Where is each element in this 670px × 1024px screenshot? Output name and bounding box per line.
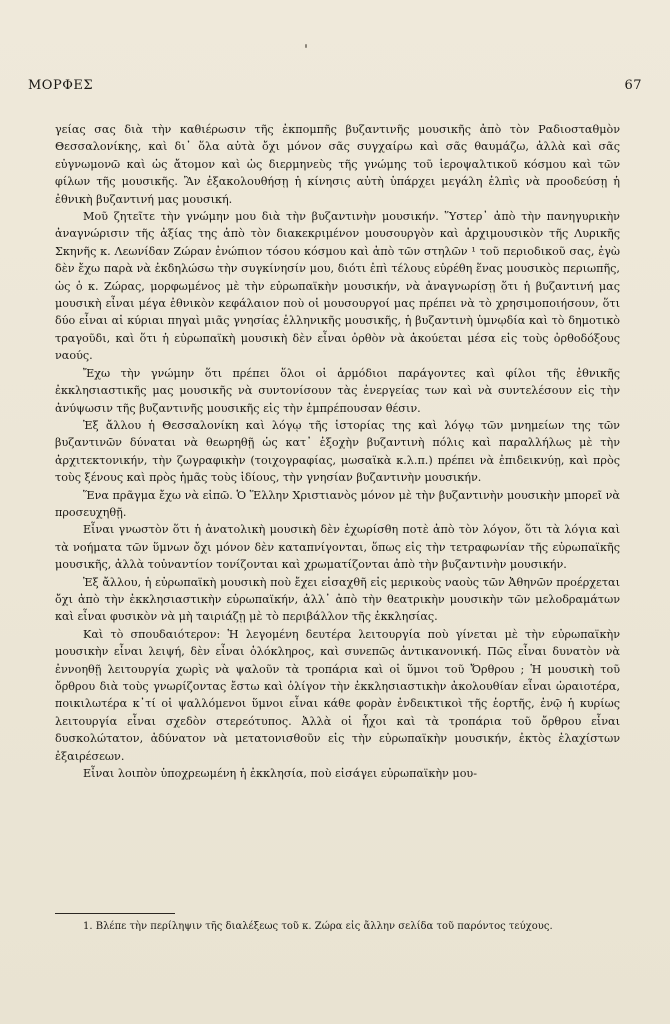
paper-speck bbox=[305, 44, 307, 48]
running-header bbox=[28, 78, 642, 93]
page-number: 67 bbox=[624, 78, 642, 93]
footnote-divider bbox=[55, 913, 175, 914]
paragraph-3: Ἔχω τὴν γνώμην ὅτι πρέπει ὅλοι οἱ ἁρμόδιοι παράγοντες καὶ φίλοι τῆς ἐθνικῆς ἐκκλησιαστικῆς μας μουσικῆς νὰ συντονίσουν τὰς ἐνεργείας των καὶ νὰ συντελέσουν εἰς τὴν ἀνύψωσιν τῆς βυζαντινῆς μουσικῆς εἰς τὴν ἐμπρέπουσαν θέσιν. bbox=[55, 366, 620, 415]
article-body bbox=[55, 121, 620, 782]
paragraph-2: Μοῦ ζητεῖτε τὴν γνώμην μου διὰ τὴν βυζαντινὴν μουσικήν. Ὕστερ᾽ ἀπὸ τὴν πανηγυρικὴν ἀναγνώρισιν τῆς ἀξίας της ἀπὸ τὸν διακεκριμένον μουσουργὸν καὶ ἀρχιμουσικὸν τῆς Λυρικῆς Σκηνῆς κ. Λεωνίδαν Ζώραν ἐνώπιον τόσου κόσμου καὶ ἀπὸ τῶν στηλῶν ¹ τοῦ περιοδικοῦ σας, ἐγὼ δὲν ἔχω παρὰ νὰ ἐκδηλώσω τὴν συγκίνησίν μου, διότι ἐπὶ τέλους εὑρέθη ἕνας μουσικὸς περιωπῆς, ὡς ὁ κ. Ζώρας, μορφωμένος μὲ τὴν εὐρωπαϊκὴν μουσικήν, νὰ ἀναγνωρίσῃ ὅτι ἡ βυζαντινή μας μουσικὴ εἶναι μέγα ἐθνικὸν κεφάλαιον ποὺ οἱ μουσουργοί μας πρέπει νὰ τὸ χρησιμοποιήσουν, ὅτι δύο εἶναι αἱ κύριαι πηγαὶ μιᾶς γνησίας ἑλληνικῆς μουσικῆς, ἡ βυζαντινὴ ὑμνῳδία καὶ τὸ δημοτικὸ τραγοῦδι, καὶ ὅτι ἡ εὐρωπαϊκὴ μουσικὴ δὲν εἶναι ὀρθὸν νὰ ἀκούεται μέσα εἰς τοὺς ὀρθοδόξους ναούς. bbox=[55, 210, 620, 363]
paragraph-8: Καὶ τὸ σπουδαιότερον: Ἡ λεγομένη δευτέρα λειτουργία ποὺ γίνεται μὲ τὴν εὐρωπαϊκὴν μουσικὴν εἶναι λειψή, δὲν εἶναι ὁλόκληρος, καὶ συνεπῶς ἀντικανονική. Πῶς εἶναι δυνατὸν νὰ ἐννοηθῇ λειτουργία χωρὶς νὰ ψαλοῦν τὰ τροπάρια καὶ οἱ ὕμνοι τοῦ Ὄρθρου ; Ἡ μουσικὴ τοῦ ὄρθρου διὰ τοὺς γνωρίζοντας ἔστω καὶ ὀλίγον τὴν ἐκκλησιαστικὴν ἀκολουθίαν εἶναι ὡραιοτέρα, ποικιλωτέρα κ᾽τί οἱ ψαλλόμενοι ὕμνοι εἶναι κάθε φορὰν ἐνδεικτικοὶ τῆς ἑορτῆς, ἐνῷ ἡ κυρίως λειτουργία εἶναι σχεδὸν στερεότυπος. Ἀλλὰ οἱ ἦχοι καὶ τὰ τροπάρια τοῦ ὄρθρου εἶναι δυσκολώτατον, ἀδύνατον νὰ μετατονισθοῦν εἰς τὴν εὐρωπαϊκὴν μουσικήν, ἐκτὸς ἐλαχίστων ἐξαιρέσεων. bbox=[55, 627, 620, 763]
paragraph-1: γείας σας διὰ τὴν καθιέρωσιν τῆς ἐκπομπῆς βυζαντινῆς μουσικῆς ἀπὸ τὸν Ραδιοσταθμὸν Θεσσαλονίκης, καὶ δι᾽ ὅλα αὐτὰ ὄχι μόνον σᾶς συγχαίρω καὶ σᾶς θαυμάζω, ἀλλὰ καὶ σᾶς εὐγνωμονῶ καὶ ὡς ἄτομον καὶ ὡς διερμηνεὺς τῆς γνώμης τοῦ ἱεροψαλτικοῦ κόσμου καὶ τῶν φίλων τῆς μουσικῆς. Ἂν ἐξακολουθήσῃ ἡ κίνησις αὐτὴ ὑπάρχει μεγάλη ἐλπὶς νὰ προοδεύσῃ ἡ ἐθνικὴ βυζαντινή μας μουσική. bbox=[55, 123, 620, 206]
paragraph-9: Εἶναι λοιπὸν ὑποχρεωμένη ἡ ἐκκλησία, ποὺ εἰσάγει εὐρωπαϊκὴν μου- bbox=[83, 767, 478, 781]
paragraph-4: Ἐξ ἄλλου ἡ Θεσσαλονίκη καὶ λόγῳ τῆς ἱστορίας της καὶ λόγῳ τῶν μνημείων της τῶν βυζαντινῶν δύναται νὰ θεωρηθῇ ὡς κατ᾽ ἐξοχὴν βυζαντινὴ πόλις καὶ παραλλήλως μὲ τὴν ἀρχιτεκτονικήν, τὴν ζωγραφικὴν (τοιχογραφίας, μωσαϊκὰ κ.λ.π.) πρέπει νὰ ἐπιδεικνύῃ, καὶ πρὸς τοὺς ξένους καὶ πρὸς ἡμᾶς τοὺς ἰδίους, τὴν γνησίαν βυζαντινὴν μουσικήν. bbox=[55, 418, 620, 485]
paragraph-6: Εἶναι γνωστὸν ὅτι ἡ ἀνατολικὴ μουσικὴ δὲν ἐχωρίσθη ποτὲ ἀπὸ τὸν λόγον, ὅτι τὰ λόγια καὶ τὰ νοήματα τῶν ὕμνων ὄχι μόνον δὲν καταπνίγονται, ὅπως εἰς τὴν τετραφωνίαν τῆς εὐρωπαϊκῆς μουσικῆς, ἀλλὰ τοὐναντίον τονίζονται καὶ χρωματίζονται ἀπὸ τὴν βυζαντινὴν μουσικήν. bbox=[55, 523, 620, 572]
footnote: 1. Βλέπε τὴν περίληψιν τῆς διαλέξεως τοῦ κ. Ζώρα εἰς ἄλλην σελίδα τοῦ παρόντος τεύχους. bbox=[83, 921, 553, 932]
paragraph-7: Ἐξ ἄλλου, ἡ εὐρωπαϊκὴ μουσικὴ ποὺ ἔχει εἰσαχθῆ εἰς μερικοὺς ναοὺς τῶν Ἀθηνῶν προέρχεται ὄχι ἀπὸ τὴν ἐκκλησιαστικὴν εὐρωπαϊκήν, ἀλλ᾽ ἀπὸ τὴν θεατρικὴν μουσικὴν τῶν μελοδραμάτων καὶ εἶναι φυσικὸν νὰ μὴ ταιριάζῃ μὲ τὸ περιβάλλον τῆς ἐκκλησίας. bbox=[55, 575, 620, 624]
paragraph-5: Ἕνα πρᾶγμα ἔχω νὰ εἰπῶ. Ὁ Ἕλλην Χριστιανὸς μόνον μὲ τὴν βυζαντινὴν μουσικὴν μπορεῖ νὰ προσευχηθῇ. bbox=[55, 488, 620, 519]
journal-title: ΜΟΡΦΕΣ bbox=[28, 78, 94, 93]
